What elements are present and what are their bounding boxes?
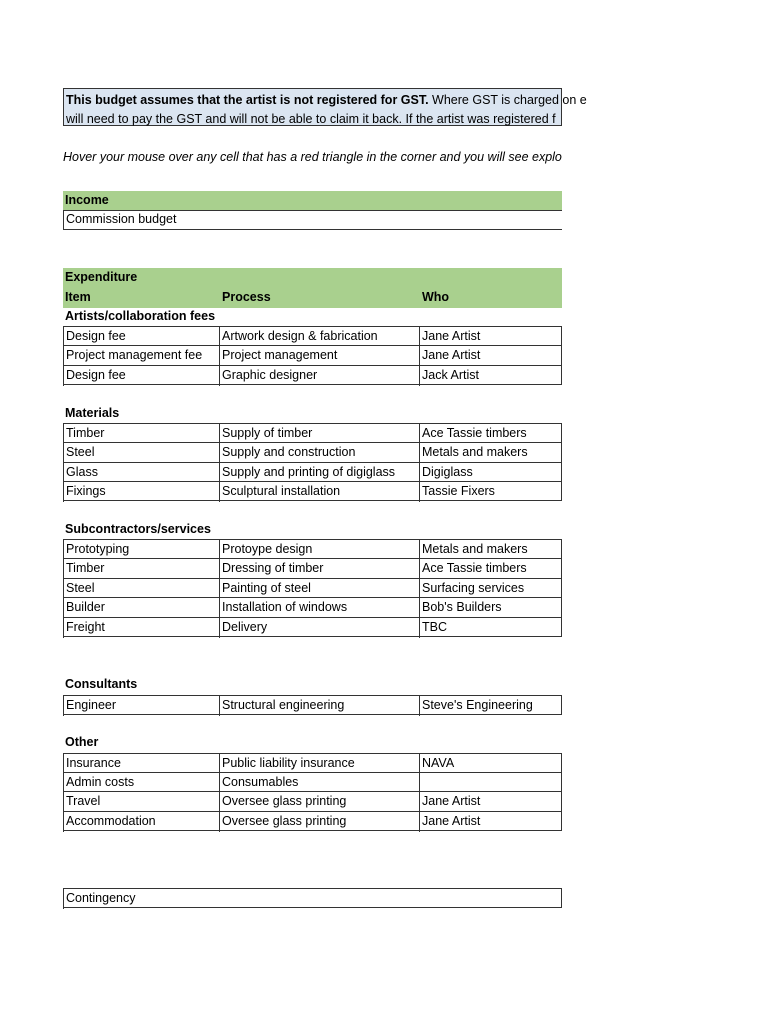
column-header-row bbox=[63, 288, 562, 308]
process-cell[interactable]: Delivery bbox=[220, 618, 420, 638]
table-row bbox=[63, 558, 562, 578]
process-cell[interactable]: Structural engineering bbox=[220, 696, 420, 716]
income-header-label: Income bbox=[65, 193, 109, 207]
table-row bbox=[63, 365, 562, 385]
item-cell[interactable]: Steel bbox=[63, 579, 220, 599]
expenditure-header bbox=[63, 268, 562, 288]
process-cell[interactable]: Artwork design & fabrication bbox=[220, 327, 420, 347]
process-cell[interactable]: Dressing of timber bbox=[220, 559, 420, 579]
contingency-cell[interactable]: Contingency bbox=[63, 889, 562, 909]
table-row bbox=[63, 423, 562, 443]
process-cell[interactable]: Project management bbox=[220, 346, 420, 366]
table-row bbox=[63, 791, 562, 811]
process-cell[interactable]: Supply and construction bbox=[220, 443, 420, 463]
process-cell[interactable]: Installation of windows bbox=[220, 598, 420, 618]
column-header-process: Process bbox=[222, 290, 271, 304]
item-cell[interactable]: Glass bbox=[63, 463, 220, 483]
gst-note bbox=[63, 88, 587, 126]
commission-budget-cell[interactable]: Commission budget bbox=[63, 210, 562, 230]
who-cell[interactable]: Jane Artist bbox=[422, 814, 481, 828]
table-row bbox=[63, 462, 562, 482]
who-cell[interactable]: Ace Tassie timbers bbox=[422, 426, 527, 440]
who-cell[interactable]: Jane Artist bbox=[422, 348, 481, 362]
section-title: Consultants bbox=[65, 677, 138, 691]
who-cell[interactable]: TBC bbox=[422, 620, 447, 634]
item-cell[interactable]: Travel bbox=[63, 792, 220, 812]
table-row bbox=[63, 539, 562, 559]
who-cell[interactable]: Jane Artist bbox=[422, 329, 481, 343]
section-title-subcontractors bbox=[63, 520, 562, 540]
item-cell[interactable]: Engineer bbox=[63, 696, 220, 716]
process-cell[interactable]: Graphic designer bbox=[220, 366, 420, 386]
process-cell[interactable]: Sculptural installation bbox=[220, 482, 420, 502]
process-cell[interactable]: Public liability insurance bbox=[220, 754, 420, 774]
process-cell[interactable]: Consumables bbox=[220, 773, 420, 793]
income-row bbox=[63, 210, 562, 230]
section-title: Artists/collaboration fees bbox=[65, 309, 216, 323]
item-cell[interactable]: Timber bbox=[63, 559, 220, 579]
who-cell[interactable]: Jack Artist bbox=[422, 368, 479, 382]
who-cell[interactable]: Tassie Fixers bbox=[422, 484, 495, 498]
gst-note-rest: Where GST is charged on e bbox=[428, 93, 587, 107]
who-cell[interactable]: Metals and makers bbox=[422, 542, 528, 556]
table-row bbox=[63, 617, 562, 637]
column-header-item: Item bbox=[65, 290, 91, 304]
table-row bbox=[63, 442, 562, 462]
item-cell[interactable]: Fixings bbox=[63, 482, 220, 502]
table-row bbox=[63, 772, 562, 792]
gst-note-bold: This budget assumes that the artist is not registered for GST. bbox=[66, 93, 429, 107]
who-cell[interactable]: Surfacing services bbox=[422, 581, 525, 595]
item-cell[interactable]: Design fee bbox=[63, 327, 220, 347]
gst-note-line2: will need to pay the GST and will not be able to claim it back. If the artist was registered f bbox=[66, 112, 556, 126]
table-row bbox=[63, 695, 562, 715]
who-cell[interactable]: Steve's Engineering bbox=[422, 698, 533, 712]
item-cell[interactable]: Project management fee bbox=[63, 346, 220, 366]
hover-instruction: Hover your mouse over any cell that has a red triangle in the corner and you will see explo bbox=[63, 150, 562, 164]
section-title: Subcontractors/services bbox=[65, 522, 211, 536]
item-cell[interactable]: Insurance bbox=[63, 754, 220, 774]
expenditure-header-label: Expenditure bbox=[65, 270, 138, 284]
who-cell[interactable]: NAVA bbox=[422, 756, 455, 770]
who-cell[interactable] bbox=[420, 773, 562, 793]
who-cell[interactable]: Jane Artist bbox=[422, 794, 481, 808]
item-cell[interactable]: Freight bbox=[63, 618, 220, 638]
who-cell[interactable]: Digiglass bbox=[422, 465, 473, 479]
item-cell[interactable]: Timber bbox=[63, 424, 220, 444]
section-title-materials bbox=[63, 404, 562, 424]
table-row bbox=[63, 578, 562, 598]
process-cell[interactable]: Oversee glass printing bbox=[220, 792, 420, 812]
column-header-who: Who bbox=[422, 290, 450, 304]
section-title-consultants bbox=[63, 675, 562, 695]
table-row bbox=[63, 326, 562, 346]
process-cell[interactable]: Supply and printing of digiglass bbox=[220, 463, 420, 483]
item-cell[interactable]: Prototyping bbox=[63, 540, 220, 560]
table-row bbox=[63, 811, 562, 831]
table-row bbox=[63, 753, 562, 773]
section-title: Other bbox=[65, 735, 99, 749]
item-cell[interactable]: Admin costs bbox=[63, 773, 220, 793]
table-row bbox=[63, 345, 562, 365]
who-cell[interactable]: Metals and makers bbox=[422, 445, 528, 459]
who-cell[interactable]: Ace Tassie timbers bbox=[422, 561, 527, 575]
process-cell[interactable]: Supply of timber bbox=[220, 424, 420, 444]
table-row bbox=[63, 481, 562, 501]
budget-sheet bbox=[63, 0, 587, 1024]
section-title-artists bbox=[63, 307, 562, 327]
item-cell[interactable]: Design fee bbox=[63, 366, 220, 386]
item-cell[interactable]: Builder bbox=[63, 598, 220, 618]
income-header bbox=[63, 191, 562, 211]
table-row bbox=[63, 597, 562, 617]
section-title: Materials bbox=[65, 406, 120, 420]
section-title-other bbox=[63, 733, 562, 753]
contingency-row bbox=[63, 888, 562, 908]
item-cell[interactable]: Steel bbox=[63, 443, 220, 463]
process-cell[interactable]: Oversee glass printing bbox=[220, 812, 420, 832]
item-cell[interactable]: Accommodation bbox=[63, 812, 220, 832]
process-cell[interactable]: Protoype design bbox=[220, 540, 420, 560]
process-cell[interactable]: Painting of steel bbox=[220, 579, 420, 599]
who-cell[interactable]: Bob's Builders bbox=[422, 600, 502, 614]
